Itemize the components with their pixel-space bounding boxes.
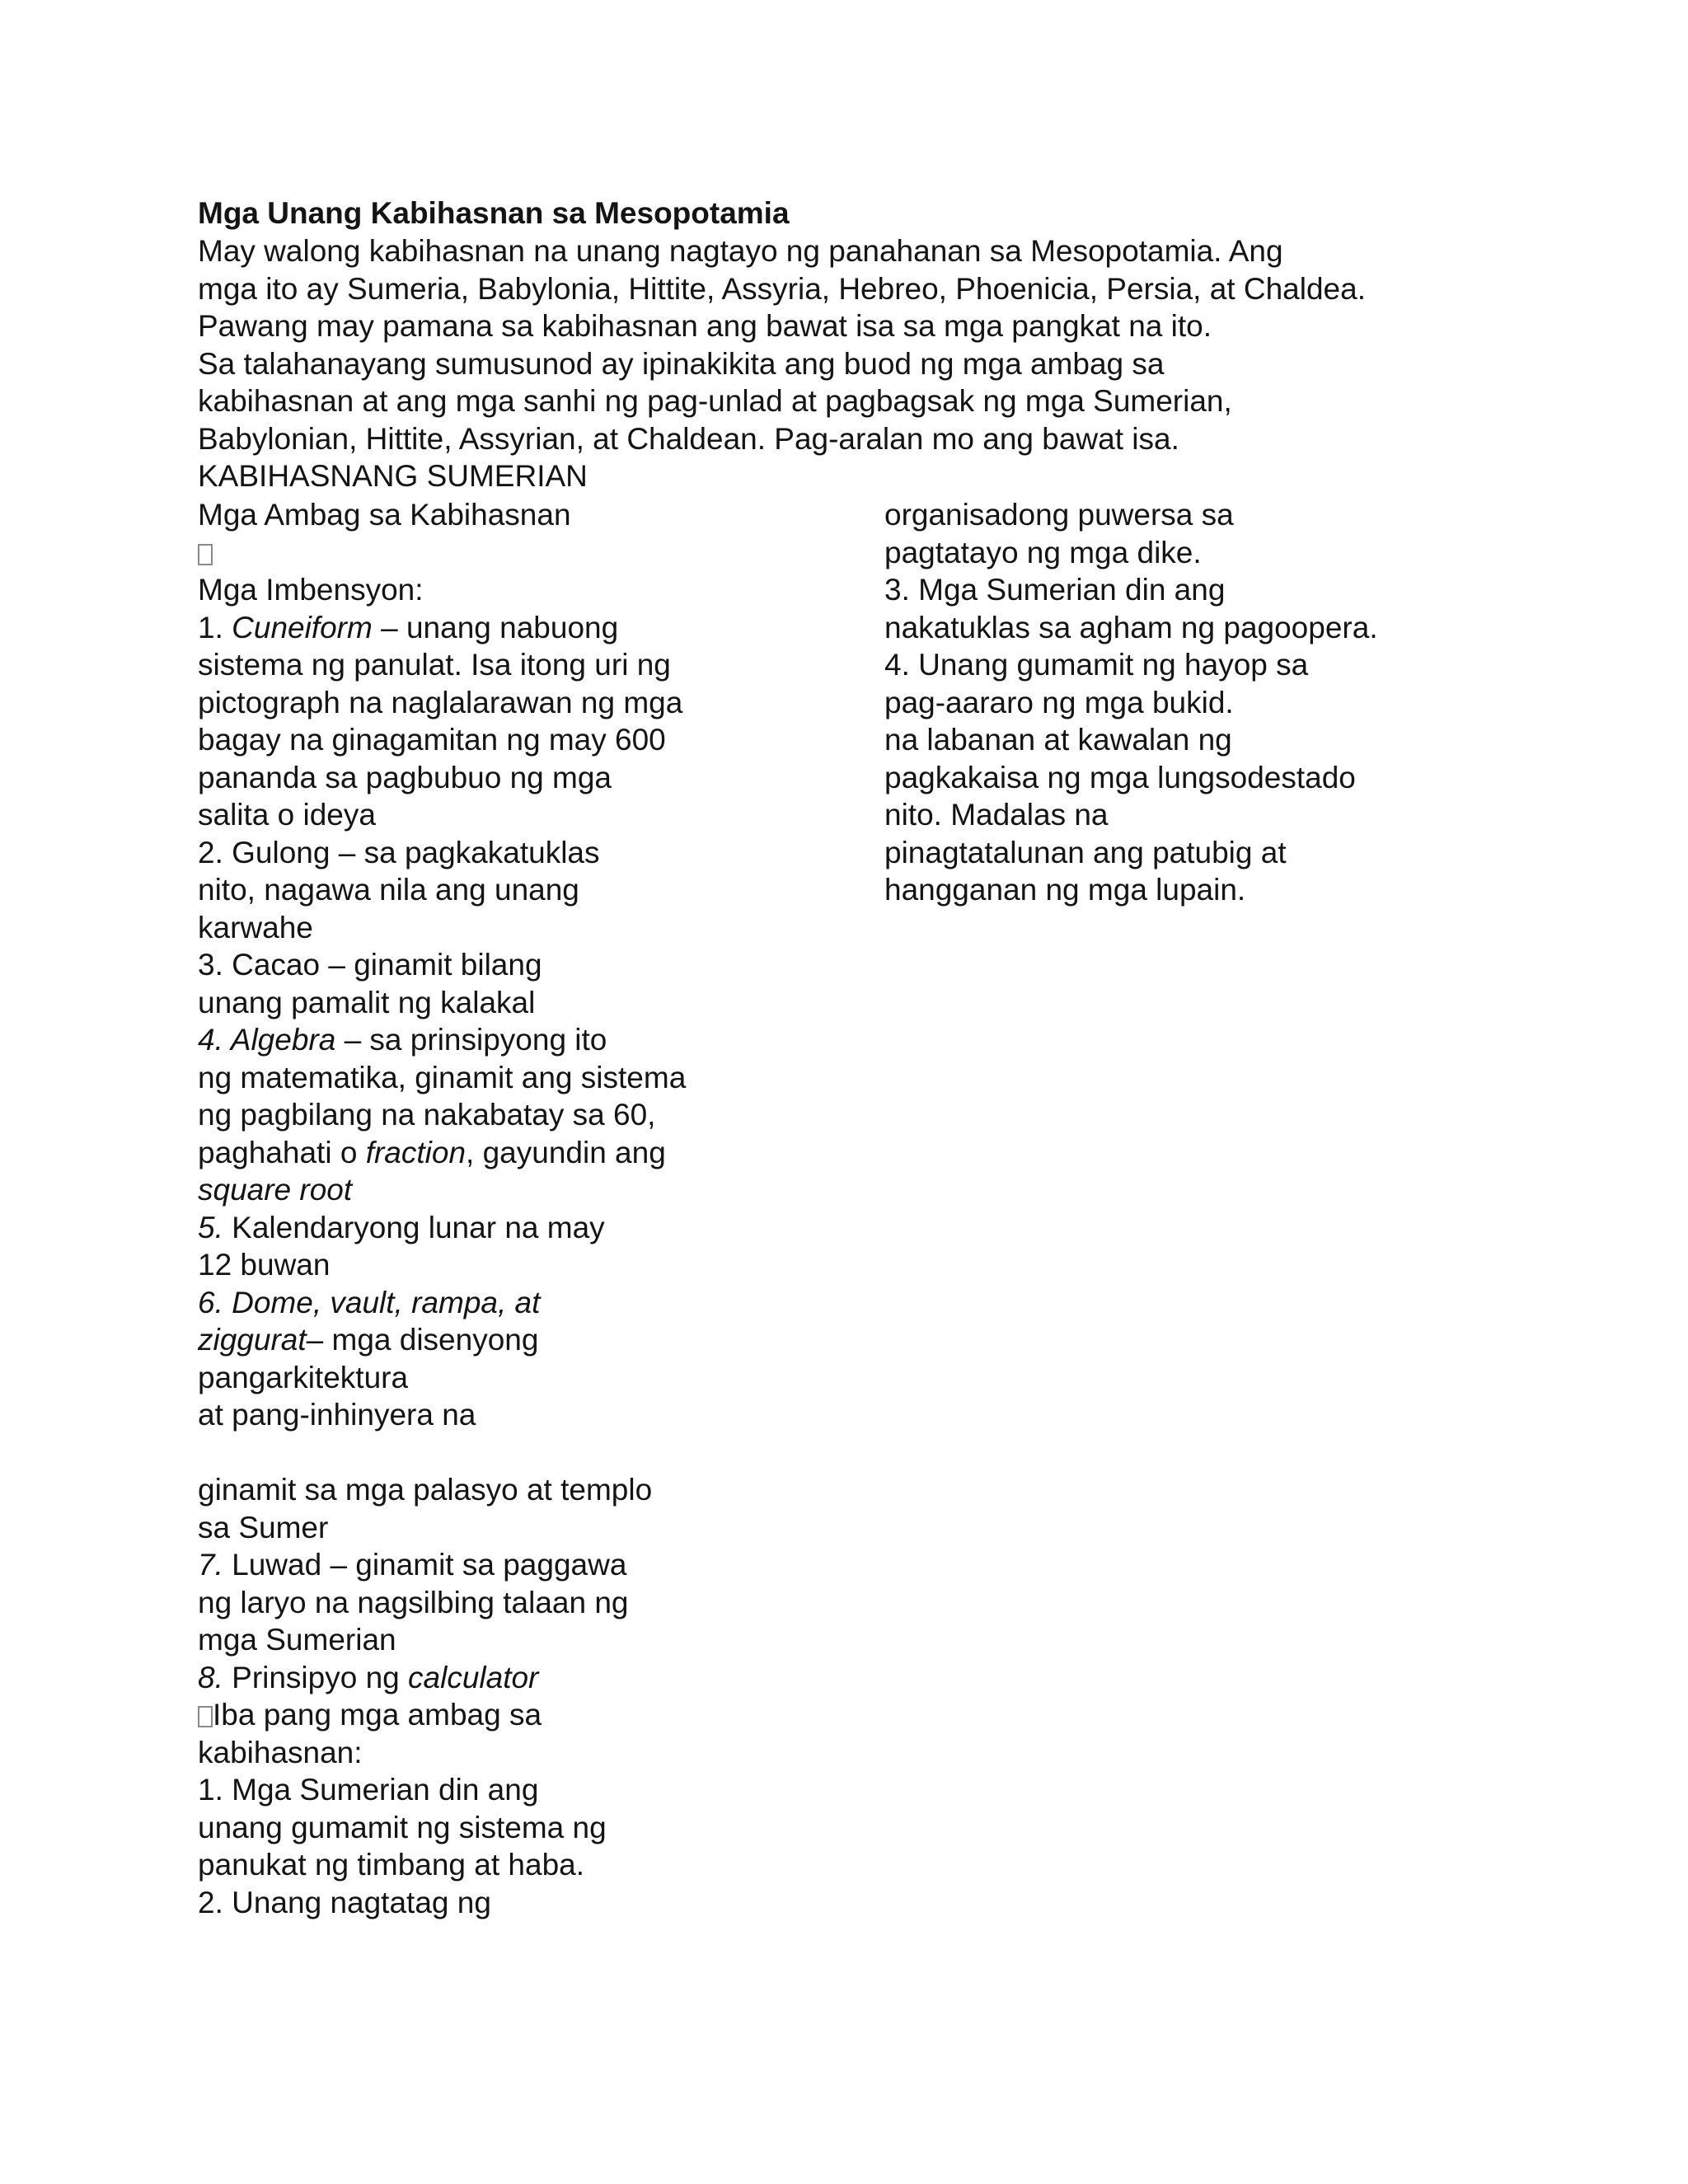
missing-glyph-icon <box>198 544 213 565</box>
intro-block <box>198 194 1533 495</box>
intro-line: Babylonian, Hittite, Assyrian, at Chaldean. Pag-aralan mo ang bawat isa. <box>198 421 1179 456</box>
item-number: 8. <box>198 1660 223 1694</box>
text-line: pictograph na naglalarawan ng mga <box>198 685 683 719</box>
list-item <box>198 1659 874 1697</box>
item-text: – unang nabuong <box>372 610 619 644</box>
text-line: pananda sa pagbubuo ng mga <box>198 760 612 794</box>
item-number: 5. <box>198 1210 223 1244</box>
item-text: Luwad – ginamit sa paggawa <box>223 1548 627 1582</box>
text-span: paghahati o <box>198 1135 366 1169</box>
missing-glyph-icon <box>198 1706 213 1727</box>
subheading: Mga Imbensyon: <box>198 573 424 607</box>
text-line: at pang-inhinyera na <box>198 1398 476 1432</box>
text-line: pangarkitektura <box>198 1360 409 1394</box>
right-column <box>884 496 1560 909</box>
text-line: ng pagbilang na nakabatay sa 60, <box>198 1098 656 1132</box>
text-line: unang gumamit ng sistema ng <box>198 1810 607 1844</box>
list-item: 4. Unang gumamit ng hayop sa <box>884 648 1309 682</box>
subheading <box>198 1696 874 1734</box>
text-line: pinagtatalunan ang patubig at <box>884 835 1287 869</box>
list-item: 2. Unang nagtatag ng <box>198 1885 491 1919</box>
text-line: nito, nagawa nila ang unang <box>198 873 579 907</box>
item-text: Iba pang mga ambag sa <box>213 1698 542 1732</box>
list-item <box>198 1209 874 1247</box>
text-line <box>198 1134 874 1172</box>
column-heading: Mga Ambag sa Kabihasnan <box>198 498 571 532</box>
bullet-row <box>198 534 874 572</box>
item-term: 4. Algebra <box>198 1023 336 1057</box>
text-line: sa Sumer <box>198 1510 329 1544</box>
text-line: 12 buwan <box>198 1248 331 1282</box>
list-item <box>198 1021 874 1059</box>
intro-line: mga ito ay Sumeria, Babylonia, Hittite, Assyria, Hebreo, Phoenicia, Persia, at Chaldea. <box>198 271 1366 306</box>
item-term: 6. Dome, vault, rampa, at <box>198 1285 541 1319</box>
text-line: pagkakaisa ng mga lungsodestado <box>884 760 1356 794</box>
list-item <box>198 1546 874 1584</box>
text-line: pagtatayo ng mga dike. <box>884 535 1202 569</box>
blank-line <box>198 1434 874 1472</box>
intro-line: Pawang may pamana sa kabihasnan ang bawat isa sa mga pangkat na ito. <box>198 309 1212 343</box>
text-line: hangganan ng mga lupain. <box>884 873 1246 907</box>
text-line: nakatuklas sa agham ng pagoopera. <box>884 610 1378 644</box>
text-line: bagay na ginagamitan ng may 600 <box>198 723 666 757</box>
item-number: 1. <box>198 610 232 644</box>
list-item: 1. Mga Sumerian din ang <box>198 1773 539 1807</box>
item-term: square root <box>198 1173 353 1207</box>
item-term: fraction <box>365 1135 467 1169</box>
page-title: Mga Unang Kabihasnan sa Mesopotamia <box>198 196 790 230</box>
text-line: ginamit sa mga palasyo at templo <box>198 1473 653 1507</box>
list-item: 3. Mga Sumerian din ang <box>884 573 1226 607</box>
item-text: Prinsipyo ng <box>223 1660 409 1694</box>
item-text: – sa prinsipyong ito <box>335 1023 607 1057</box>
left-column <box>198 496 874 1921</box>
text-line: mga Sumerian <box>198 1623 396 1657</box>
item-text: – mga disenyong <box>306 1323 539 1357</box>
section-heading: KABIHASNANG SUMERIAN <box>198 459 588 493</box>
item-text: Kalendaryong lunar na may <box>223 1210 605 1244</box>
text-line <box>198 1321 874 1359</box>
list-item <box>198 609 874 647</box>
text-span: , gayundin ang <box>466 1135 666 1169</box>
intro-line: kabihasnan at ang mga sanhi ng pag-unlad at pagbagsak ng mga Sumerian, <box>198 384 1232 418</box>
item-number: 7. <box>198 1548 223 1582</box>
text-line: ng laryo na nagsilbing talaan ng <box>198 1585 629 1619</box>
intro-line: May walong kabihasnan na unang nagtayo ng panahanan sa Mesopotamia. Ang <box>198 234 1283 268</box>
text-line: pag-aararo ng mga bukid. <box>884 685 1234 719</box>
text-line: nito. Madalas na <box>884 798 1109 832</box>
list-item: 2. Gulong – sa pagkakatuklas <box>198 835 600 869</box>
text-line: panukat ng timbang at haba. <box>198 1848 585 1882</box>
item-term: Cuneiform <box>232 610 373 644</box>
item-term: calculator <box>408 1660 539 1694</box>
text-line: kabihasnan: <box>198 1735 363 1769</box>
text-line: organisadong puwersa sa <box>884 498 1234 532</box>
text-line: unang pamalit ng kalakal <box>198 985 536 1019</box>
list-item <box>198 1284 874 1322</box>
text-line: ng matematika, ginamit ang sistema <box>198 1060 687 1094</box>
intro-line: Sa talahanayang sumusunod ay ipinakikita ang buod ng mga ambag sa <box>198 346 1165 381</box>
item-term: ziggurat <box>198 1323 307 1357</box>
list-item: 3. Cacao – ginamit bilang <box>198 948 542 982</box>
text-line: sistema ng panulat. Isa itong uri ng <box>198 648 671 682</box>
text-line: na labanan at kawalan ng <box>884 723 1232 757</box>
text-line: karwahe <box>198 910 313 944</box>
text-line <box>198 1171 874 1209</box>
text-line: salita o ideya <box>198 798 376 832</box>
